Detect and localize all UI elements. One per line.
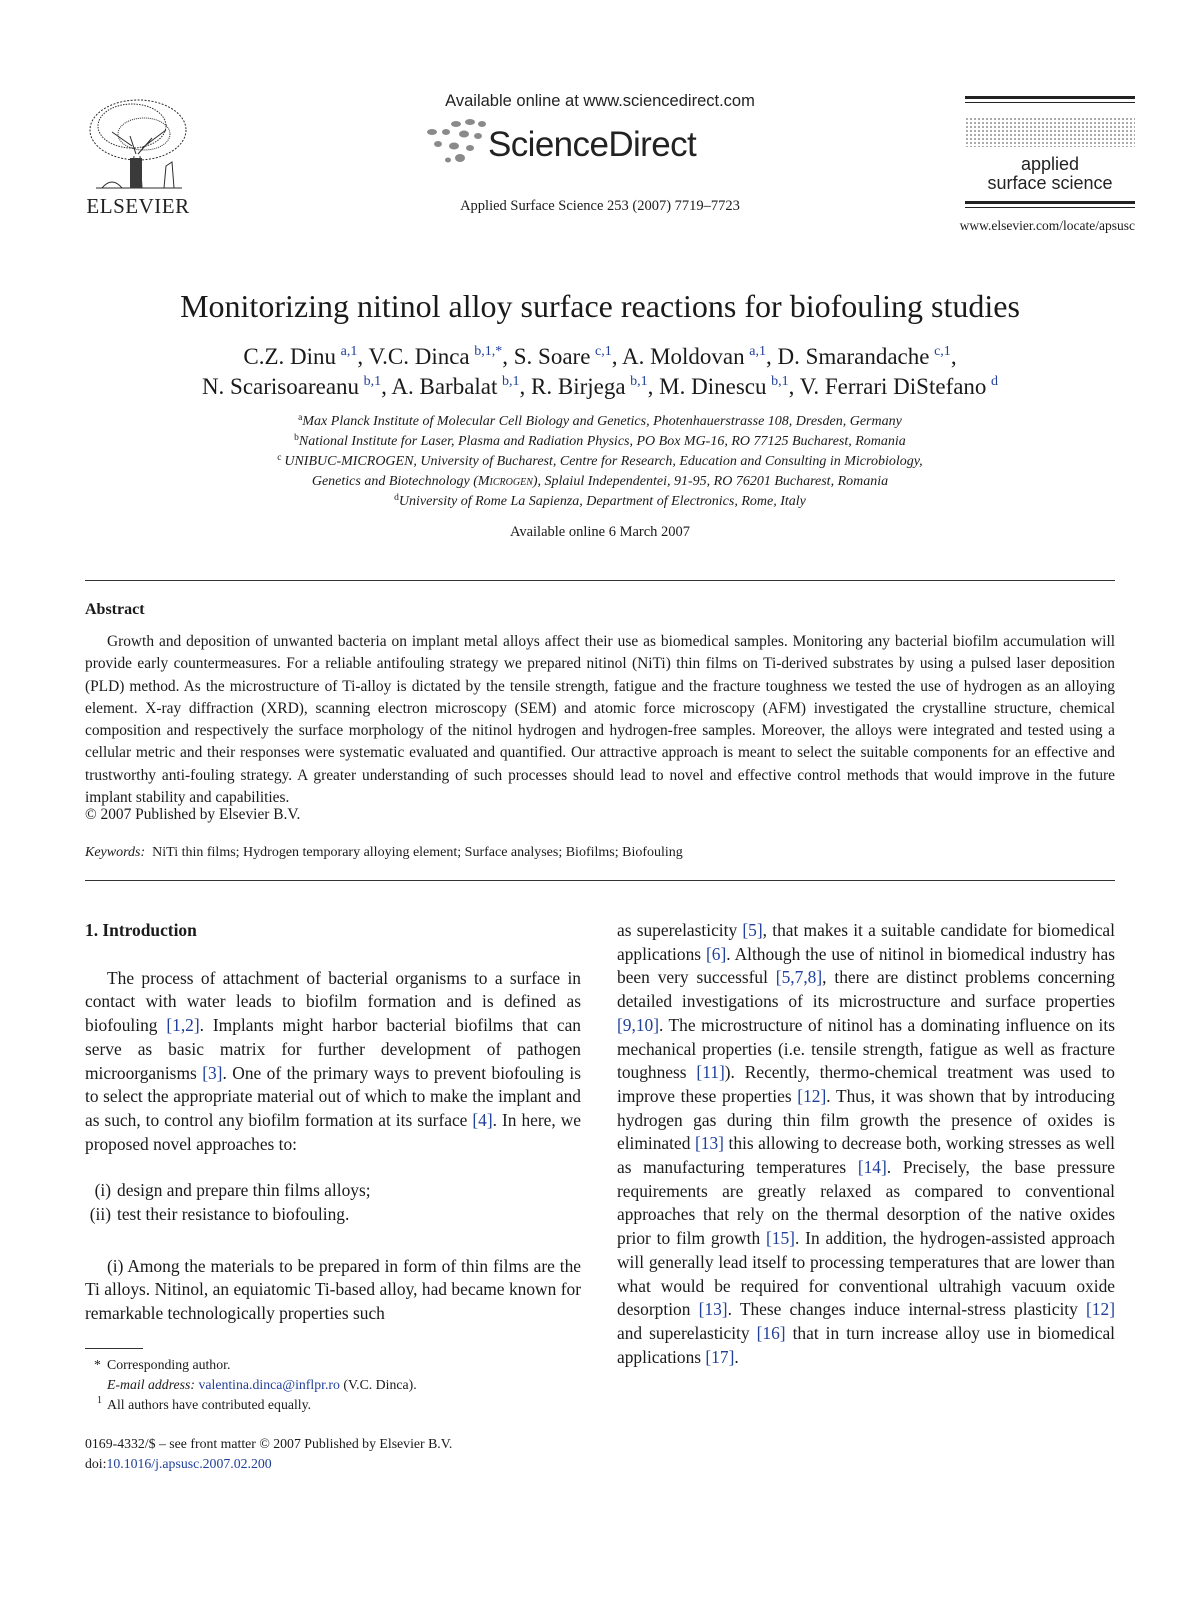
authors-line2 (40, 372, 1160, 402)
brand-bottom-rule-thin (965, 207, 1135, 208)
citation-link[interactable]: [5] (742, 920, 763, 940)
citation-link[interactable]: [6] (705, 943, 727, 964)
citation-link[interactable]: [12] (1086, 1299, 1115, 1320)
doi-line: doi:10.1016/j.apsusc.2007.02.200 (85, 1456, 272, 1471)
citation-link[interactable]: [1,2] (166, 1015, 200, 1036)
approach-list (85, 1179, 581, 1226)
author: M. Dinescu $^{b,1}$, (659, 374, 800, 399)
author-affil-link[interactable]: b,1 (771, 374, 789, 389)
journal-brand-line1: applied (1020, 154, 1080, 174)
elsevier-tree-logo-icon (82, 96, 194, 192)
body-column-left (85, 919, 581, 1326)
journal-url[interactable]: www.elsevier.com/locate/apsusc (959, 218, 1135, 233)
brand-top-rule-thin (965, 102, 1135, 103)
footnotes (85, 1355, 581, 1415)
author-affil-link[interactable]: b,1 (363, 374, 382, 389)
citation-link[interactable]: [13] (698, 1299, 728, 1320)
citation-link[interactable]: [5,7,8] (775, 967, 823, 988)
author: V. Ferrari DiStefano $^d$ (799, 374, 999, 399)
affiliations (40, 412, 1160, 512)
author: S. Soare $^{c,1}$, (513, 344, 622, 369)
citation-link[interactable]: [17] (705, 1346, 735, 1367)
email-link[interactable]: valentina.dinca@inflpr.ro (198, 1377, 340, 1392)
front-matter-line: 0169-4332/$ – see front matter © 2007 Published by Elsevier B.V. (85, 1436, 453, 1451)
citation-link[interactable]: [4] (472, 1109, 493, 1130)
author-affil-link[interactable]: c,1 (934, 344, 951, 359)
author-affil-link[interactable]: b,1,* (474, 344, 503, 359)
elsevier-logo (82, 96, 194, 219)
journal-brand-title (965, 155, 1135, 193)
author-affil-link[interactable]: c,1 (595, 344, 612, 359)
author: C.Z. Dinu $^{a,1}$, (243, 344, 369, 369)
sciencedirect-dots-icon (420, 118, 490, 168)
citation-link[interactable]: [12] (797, 1085, 827, 1106)
publisher-name: ELSEVIER (86, 194, 190, 218)
author: V.C. Dinca $^{b,1,*}$, (368, 344, 514, 369)
brand-bottom-rule (965, 201, 1135, 204)
brand-dot-pattern (965, 117, 1135, 147)
front-matter (85, 1434, 581, 1474)
affiliation-d: $^d$University of Rome La Sapienza, Department of Electronics, Rome, Italy (394, 493, 806, 509)
journal-brand-line2: surface science (987, 173, 1113, 193)
intro-paragraph-3: as superelasticity [5], that makes it a suitable candidate for biomedical applications [6]. Although the use of nitinol in biomedical industry has been very successful [5,7,8], there are distinct problems concerning detailed investigations of its microstructure and surface properties [9,10]. The microstructure of nitinol has a dominating influence on its mechanical properties (i.e. tensile strength, fatigue as well as fracture toughness [11]). Recently, thermo-chemical treatment was used to improve these properties [12]. Thus, it was shown that by introducing hydrogen gas during thin film growth the presence of oxides is eliminated [13] this allowing to decrease both, working stresses as well as manufacturing temperatures [14]. Precisely, the base pressure requirements are greatly relaxed as compared to conventional approaches that rely on the thermal desorption of the native oxides prior to film growth [15]. In addition, the hydrogen-assisted approach will generally lead itself to processing temperatures that are lower than what would be required for conventional ultrahigh vacuum oxide desorption [13]. These changes induce internal-stress plasticity [12] and superelasticity [16] that in turn increase alloy use in biomedical applications [17]. (617, 920, 1116, 1367)
abstract-heading: Abstract (85, 601, 145, 618)
citation-link[interactable]: [13] (694, 1133, 724, 1154)
affiliation-c-line2: Genetics and Biotechnology (Microgen), Splaiul Independentei, 91-95, RO 76201 Bucharest, Romania (311, 474, 889, 489)
abstract-text: Growth and deposition of unwanted bacteria on implant metal alloys affect their use as biomedical samples. Monitoring any bacterial biofilm accumulation will provide early countermeasures. For a reliable antifouling strategy we prepared nitinol (NiTi) thin films on Ti-derived substrates by using a pulsed laser deposition (PLD) method. As the microstructure of Ti-alloy is dictated by the tensile strength, fatigue and the fracture toughness we tested the use of hydrogen as an alloying element. X-ray diffraction (XRD), scanning electron microscopy (SEM) and atomic force microscopy (AFM) investigated the crystalline structure, chemical composition and respectively the surface morphology of the nitinol hydrogen and hydrogen-free samples. Moreover, the alloys were integrated and tested using a cellular metric and their responses were systematic evaluated and quantified. Our attractive approach is meant to select the suitable components for an effective and trustworthy anti-fouling strategy. A greater understanding of such processes should lead to novel and effective control methods that would improve in the future implant stability and capabilities. (85, 633, 1115, 807)
footnote-rule (85, 1348, 143, 1349)
affiliation-a: $^a$Max Planck Institute of Molecular Cell Biology and Genetics, Photenhauerstrasse 108, Dresden, Germany (298, 413, 902, 429)
divider-top (85, 580, 1115, 581)
author: A. Barbalat $^{b,1}$, (391, 374, 532, 399)
divider-bottom (85, 880, 1115, 881)
doi-link[interactable]: 10.1016/j.apsusc.2007.02.200 (106, 1456, 272, 1471)
citation-link[interactable]: [14] (857, 1157, 887, 1178)
citation-link[interactable]: [9,10] (617, 1014, 660, 1035)
author: N. Scarisoareanu $^{b,1}$, (201, 374, 392, 399)
author-affil-link[interactable]: a,1 (749, 344, 766, 359)
keywords-text: NiTi thin films; Hydrogen temporary alloying element; Surface analyses; Biofilms; Biofouling (152, 845, 683, 860)
authors-line1 (40, 342, 1160, 372)
author: D. Smarandache $^{c,1}$, (777, 344, 957, 369)
author-affil-link[interactable]: a,1 (340, 344, 358, 359)
footnote-email: E-mail address: valentina.dinca@inflpr.ro (V.C. Dinca). (107, 1377, 417, 1392)
footnote-corresponding: * Corresponding author. (94, 1357, 231, 1372)
citation-link[interactable]: [3] (202, 1062, 223, 1083)
intro-paragraph-2: (i) Among the materials to be prepared in form of thin films are the Ti alloys. Nitinol, an equiatomic Ti-based alloy, had became known for remarkable technologically properties such (85, 1255, 581, 1324)
affiliation-c: $^c$ UNIBUC-MICROGEN, University of Bucharest, Centre for Research, Education and Consulting in Microbiology, (277, 453, 923, 469)
list-item: (ii) test their resistance to biofouling. (89, 1204, 350, 1225)
available-online-at: Available online at www.sciencedirect.com (445, 92, 755, 110)
journal-brand-box (965, 96, 1135, 208)
author-affil-link[interactable]: b,1 (630, 374, 648, 389)
abstract-copyright: © 2007 Published by Elsevier B.V. (85, 806, 301, 823)
author-affil-link[interactable]: d (991, 374, 999, 389)
author: A. Moldovan $^{a,1}$, (621, 344, 778, 369)
affiliation-b: $^b$National Institute for Laser, Plasma and Radiation Physics, PO Box MG-16, RO 77125 Bucharest, Romania (294, 433, 906, 449)
author-affil-link[interactable]: b,1 (502, 374, 520, 389)
sciencedirect-brand: ScienceDirect (488, 125, 697, 164)
list-item: (i) design and prepare thin films alloys; (94, 1180, 371, 1201)
author-list (40, 342, 1160, 402)
intro-paragraph-1: The process of attachment of bacterial organisms to a surface in contact with water leads to biofilm formation and is defined as biofouling [1,2]. Implants might harbor bacterial biofilms that can serve as basic matrix for further development of pathogen microorganisms [3]. One of the primary ways to prevent biofouling is to select the appropriate material out of which to make the implant and as such, to control any biofilm formation at its surface [4]. In here, we proposed novel approaches to: (85, 967, 581, 1154)
citation-link[interactable]: [16] (756, 1322, 786, 1343)
citation-link[interactable]: [11] (696, 1062, 725, 1083)
footnote-equal: 1 All authors have contributed equally. (97, 1395, 312, 1412)
paper-title: Monitorizing nitinol alloy surface reactions for biofouling studies (180, 288, 1020, 324)
section-heading: 1. Introduction (85, 920, 197, 940)
keywords-label: Keywords: (85, 845, 146, 860)
citation-link[interactable]: [15] (766, 1228, 795, 1249)
journal-reference: Applied Surface Science 253 (2007) 7719–7723 (460, 198, 740, 214)
body-column-right (617, 919, 1115, 1369)
available-online-date: Available online 6 March 2007 (509, 524, 691, 540)
keywords (85, 845, 1115, 861)
brand-top-rule (965, 96, 1135, 99)
author: R. Birjega $^{b,1}$, (531, 374, 660, 399)
